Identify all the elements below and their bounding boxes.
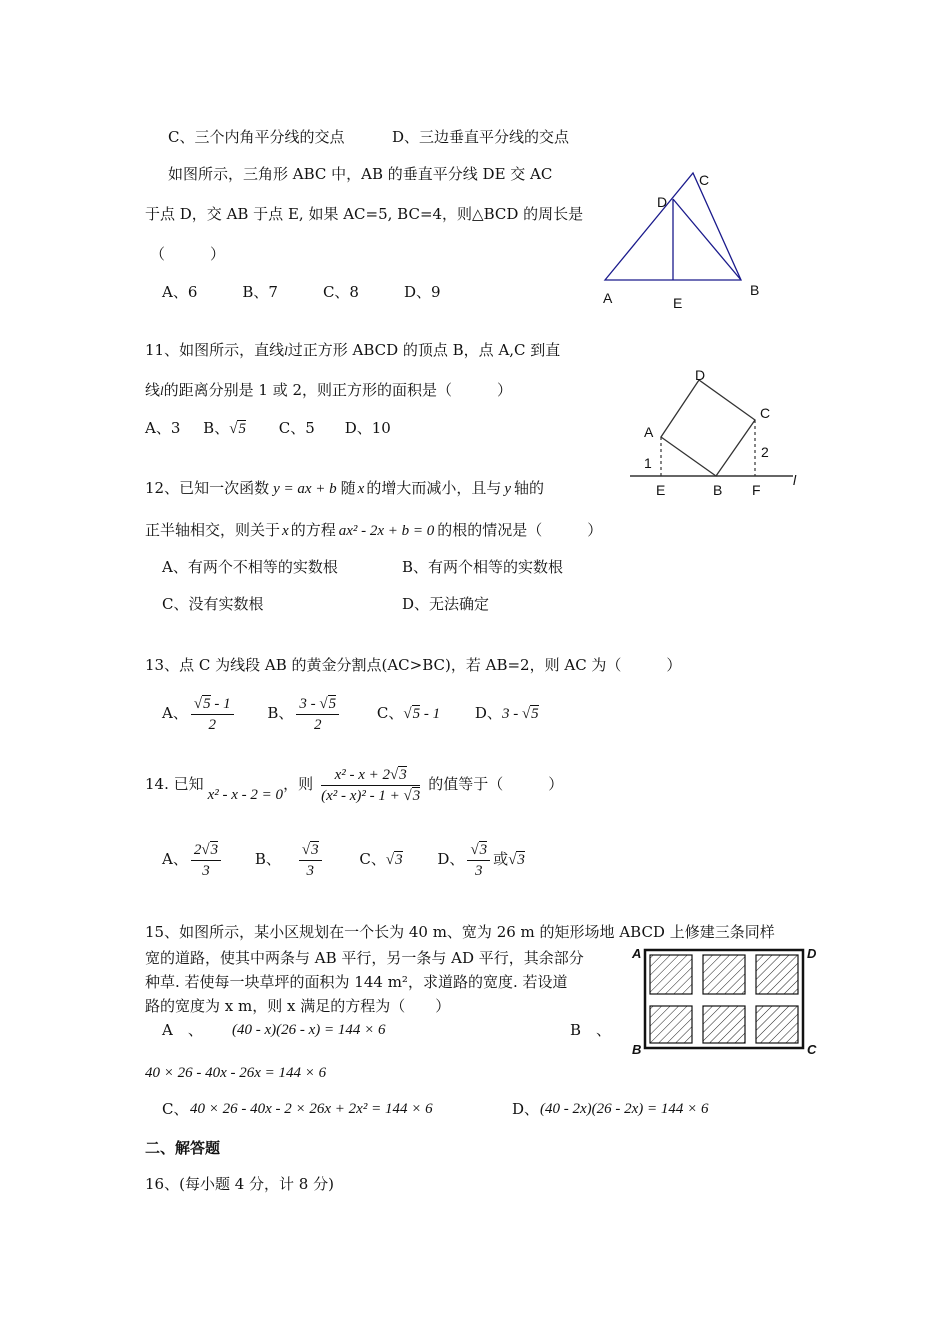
lawn-2	[703, 955, 745, 994]
lawn-1	[650, 955, 692, 994]
q11-line-l-2: l	[160, 383, 164, 398]
q15-option-a: (40 - x)(26 - x) = 144 × 6	[232, 1022, 386, 1038]
label-a: A	[644, 424, 654, 440]
q13-options	[162, 692, 539, 735]
q14-text-b: ，则	[283, 775, 314, 793]
label-l: l	[793, 472, 797, 488]
q12-text-a: 12、已知一次函数	[145, 479, 270, 497]
q12-var-y: y	[504, 481, 512, 497]
q11-option-b: B、	[203, 419, 230, 437]
q12-option-a: A、有两个不相等的实数根	[162, 558, 338, 576]
q11-square-figure	[628, 365, 808, 500]
q10-stem-line1: 如图所示，三角形 ABC 中，AB 的垂直平分线 DE 交 AC	[168, 165, 553, 183]
section-2-heading: 二、解答题	[145, 1139, 221, 1157]
q14-stem	[145, 762, 563, 807]
q11-stem-line2	[145, 380, 512, 401]
label-b: B	[632, 1042, 642, 1057]
q16-stem: 16、(每小题 4 分，计 8 分)	[145, 1175, 334, 1193]
q13-option-c-value: √5 - 1	[403, 706, 441, 722]
q9-option-c: C、三个内角平分线的交点	[168, 128, 345, 146]
q11-stem-line1	[145, 340, 560, 361]
q14-text-a: 14. 已知	[145, 775, 204, 793]
lawn-5	[703, 1006, 745, 1043]
label-d: D	[807, 946, 817, 961]
q13-option-a-fraction: $\frac{√5 - 1}{2}$	[191, 694, 234, 735]
label-a: A	[603, 290, 613, 306]
q10-stem-line2: 于点 D，交 AB 于点 E, 如果 AC=5, BC=4，则△BCD 的周长是	[145, 205, 584, 223]
q14-option-d-value2: √3	[508, 852, 525, 868]
q14-option-c-value: √3	[385, 852, 403, 868]
q12-option-b: B、有两个相等的实数根	[402, 558, 564, 576]
q12-text-f: 的方程	[290, 521, 336, 539]
label-a: A	[632, 946, 642, 961]
label-c: C	[760, 405, 771, 421]
q12-text-c: 的增大而减小，且与	[366, 479, 502, 497]
q15-stem-line1: 15、如图所示，某小区规划在一个长为 40 m、宽为 26 m 的矩形场地 ABCD 上修建三条同样	[145, 923, 775, 941]
q11-option-cd: C、5 D、10	[278, 419, 391, 437]
q13-option-d-label: D、	[474, 704, 502, 722]
q15-stem-line3: 种草. 若使每一块草坪的面积为 144 m²，求道路的宽度. 若设道	[145, 973, 568, 991]
q12-option-d: D、无法确定	[402, 595, 490, 613]
lawn-4	[650, 1006, 692, 1043]
q15-stem-line4: 路的宽度为 x m，则 x 满足的方程为（ ）	[145, 997, 451, 1015]
q13-option-d-value: 3 - √5	[501, 706, 539, 722]
q13-option-c-label: C、	[376, 704, 404, 722]
label-d: D	[657, 194, 668, 210]
q14-option-d-label: D、	[437, 850, 465, 868]
q12-equation: ax² - 2x + b = 0	[338, 523, 435, 539]
label-2: 2	[761, 444, 769, 460]
q11-text-a: 11、如图所示，直线	[145, 341, 285, 359]
q15-option-d-label: D、	[512, 1100, 540, 1118]
label-b: B	[713, 482, 723, 498]
q12-function: y = ax + b	[273, 481, 337, 497]
label-b: B	[750, 282, 760, 298]
q11-options: A、3 B、√5 C、5 D、10	[145, 419, 391, 437]
q15-option-c: 40 × 26 - 40x - 2 × 26x + 2x² = 144 × 6	[190, 1101, 433, 1117]
q15-option-c-label: C、	[162, 1100, 189, 1118]
q14-option-d-or: 或	[493, 850, 509, 868]
q12-text-e: 正半轴相交，则关于	[145, 521, 281, 539]
q14-option-c-label: C、	[359, 850, 386, 868]
q12-text-d: 轴的	[514, 479, 545, 497]
q13-option-b-label: B、	[267, 704, 294, 722]
q14-text-c: 的值等于（ ）	[428, 775, 564, 793]
q9-option-d: D、三边垂直平分线的交点	[392, 128, 570, 146]
q11-option-a: A、3	[145, 419, 181, 437]
q12-stem-line2	[145, 520, 602, 541]
q14-option-a-label: A、	[162, 850, 188, 868]
q12-text-g: 的根的情况是（ ）	[437, 521, 603, 539]
q12-text-b: 随	[340, 479, 356, 497]
q15-option-b-label: B 、	[570, 1021, 612, 1039]
q12-stem-line1	[145, 478, 544, 499]
q11-text-c: 线	[145, 381, 161, 399]
q12-var-x-2: x	[282, 523, 289, 539]
q14-condition: x² - x - 2 = 0	[207, 787, 284, 803]
q11-text-d: 的距离分别是 1 或 2，则正方形的面积是（ ）	[163, 381, 513, 399]
q15-rectangle-figure	[630, 944, 825, 1059]
q15-option-a-label: A 、	[162, 1021, 203, 1039]
q13-stem: 13、点 C 为线段 AB 的黄金分割点(AC>BC)，若 AB=2，则 AC 为（ ）	[145, 656, 682, 674]
q14-option-b-label: B、	[254, 850, 281, 868]
q10-triangle-figure	[595, 165, 770, 310]
q15-option-b: 40 × 26 - 40x - 26x = 144 × 6	[145, 1065, 327, 1081]
label-1: 1	[644, 455, 652, 471]
q11-text-b: 过正方形 ABCD 的顶点 B，点 A,C 到直	[287, 341, 561, 359]
q10-options: A、6 B、7 C、8 D、9	[162, 283, 441, 301]
q13-option-b-fraction: $\frac{3 - √5}{2}$	[296, 694, 339, 735]
label-c: C	[807, 1042, 817, 1057]
q14-option-b-fraction: $\frac{√3}{3}$	[299, 840, 322, 881]
q12-var-x: x	[357, 481, 365, 497]
q11-option-b-value: 5	[238, 421, 246, 437]
q15-stem-line2: 宽的道路，使其中两条与 AB 平行，另一条与 AD 平行，其余部分	[145, 949, 584, 967]
q14-expression: $\frac{\text{x² - x + 2√3}}{\text{(x² - x)² - 1 + √3}}$	[321, 766, 421, 804]
q12-option-c: C、没有实数根	[162, 595, 264, 613]
label-d: D	[695, 367, 706, 383]
q13-option-a-label: A、	[162, 704, 188, 722]
q14-option-d-fraction: $\frac{√3}{3}$	[467, 840, 490, 881]
square-abcd	[661, 380, 755, 476]
q10-answer-paren: （ ）	[150, 245, 226, 263]
label-e: E	[656, 482, 666, 498]
q15-option-d: (40 - 2x)(26 - 2x) = 144 × 6	[540, 1101, 709, 1117]
q14-option-a-fraction: $\frac{2√3}{3}$	[191, 840, 221, 881]
label-f: F	[752, 482, 761, 498]
lawn-3	[756, 955, 798, 994]
label-e: E	[673, 295, 683, 311]
q14-options	[162, 838, 525, 881]
segment-db	[673, 199, 741, 280]
lawn-6	[756, 1006, 798, 1043]
q11-line-l: l	[284, 343, 288, 358]
label-c: C	[699, 172, 710, 188]
